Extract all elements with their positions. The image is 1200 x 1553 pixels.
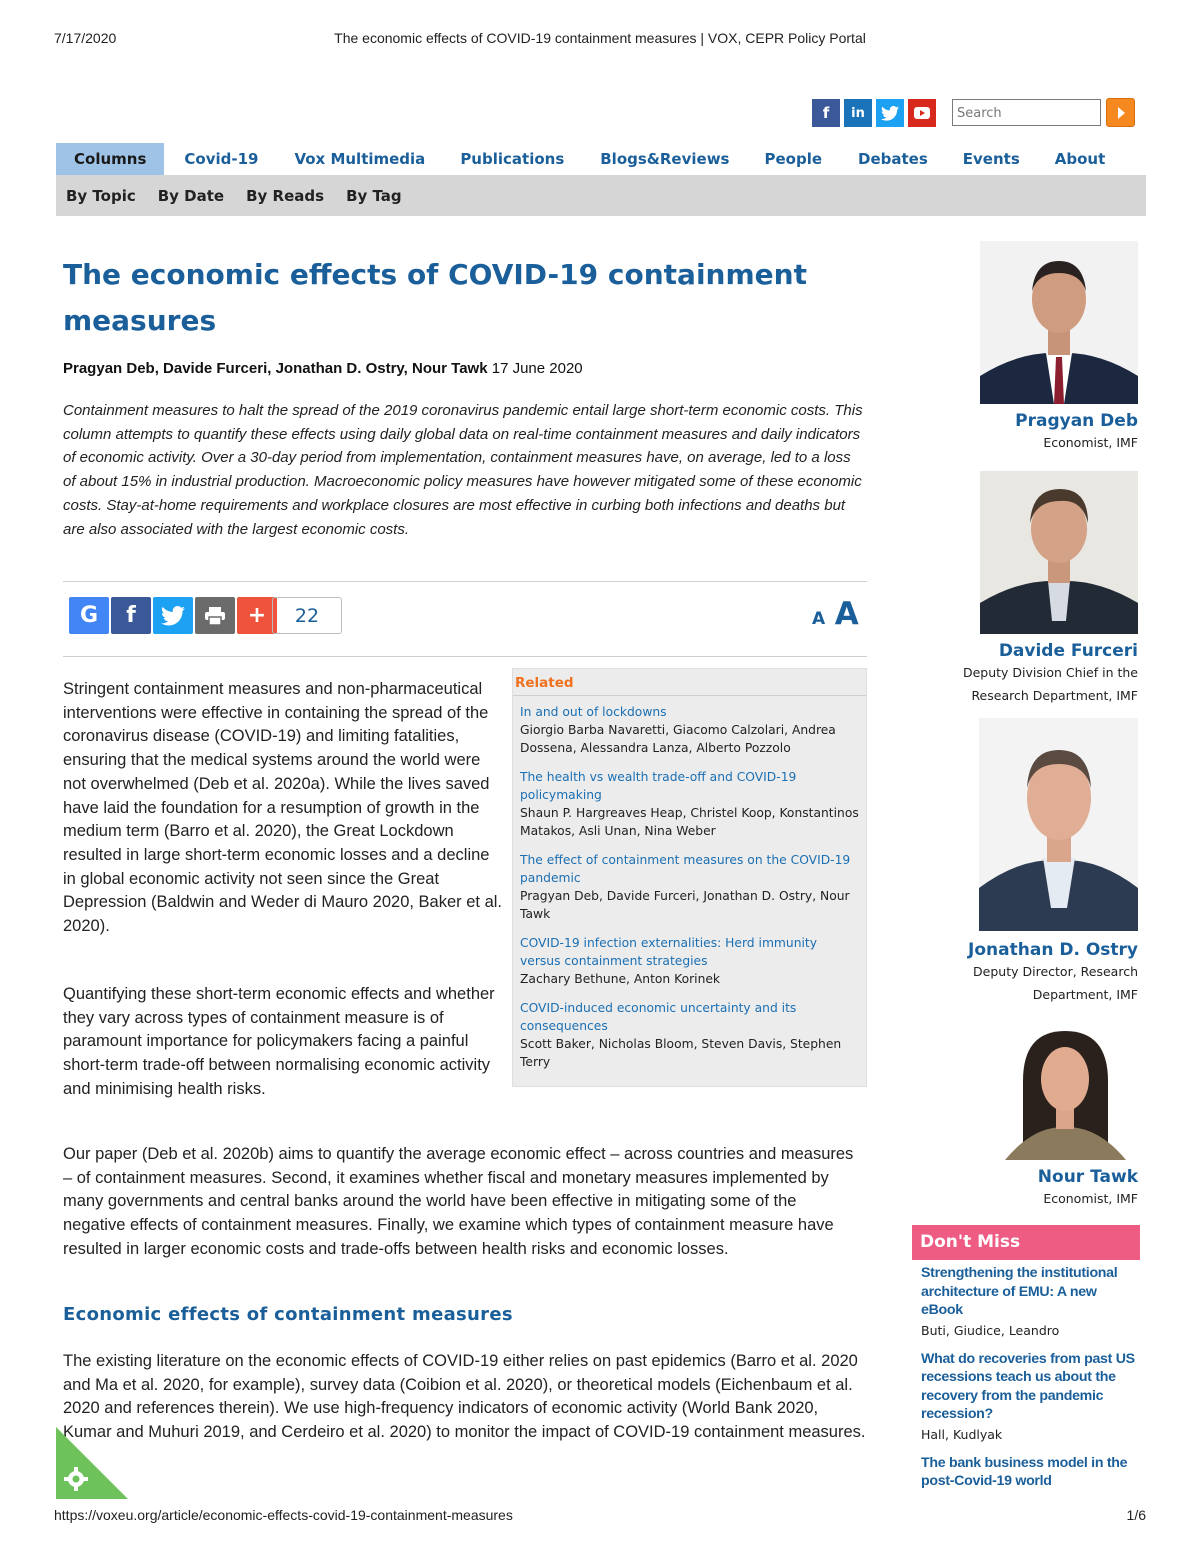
dont-miss-link[interactable]: What do recoveries from past US recessions teach us about the recovery from the pandemic recession?: [921, 1350, 1135, 1422]
dont-miss-item: [912, 1342, 1140, 1446]
author-name[interactable]: Pragyan Deb: [1015, 411, 1138, 431]
related-link[interactable]: The health vs wealth trade-off and COVID-19 policymaking: [520, 770, 797, 802]
page-number: 1/6: [1126, 1507, 1146, 1523]
author-photo[interactable]: [979, 718, 1138, 931]
arrow-right-icon: [1116, 106, 1126, 120]
divider: [63, 581, 867, 582]
print-footer: [54, 1507, 1146, 1523]
author-card: [930, 940, 1138, 1006]
related-link[interactable]: The effect of containment measures on the COVID-19 pandemic: [520, 853, 851, 885]
search-input[interactable]: Search: [952, 99, 1101, 126]
twitter-share-icon[interactable]: [153, 597, 193, 634]
related-authors: Zachary Bethune, Anton Korinek: [520, 972, 721, 986]
subnav-by-date[interactable]: By Date: [157, 186, 225, 205]
related-link[interactable]: COVID-induced economic uncertainty and its consequences: [520, 1001, 797, 1033]
subnav-by-tag[interactable]: By Tag: [346, 186, 402, 205]
print-date: 7/17/2020: [54, 30, 117, 46]
related-link[interactable]: In and out of lockdowns: [520, 705, 667, 719]
nav-people[interactable]: People: [764, 150, 823, 168]
related-authors: Pragyan Deb, Davide Furceri, Jonathan D. Ostry, Nour Tawk: [520, 889, 850, 921]
author-role: Deputy Director, Research Department, IMF: [973, 964, 1138, 1002]
related-item: [513, 757, 866, 840]
section-heading: Economic effects of containment measures: [63, 1304, 513, 1325]
sub-nav: [56, 175, 1146, 216]
author-card: [930, 411, 1138, 454]
font-increase-button[interactable]: A: [834, 596, 859, 632]
nav-covid-19[interactable]: Covid-19: [184, 150, 259, 168]
related-item: [513, 840, 866, 923]
print-icon[interactable]: [195, 597, 235, 634]
divider: [63, 656, 867, 657]
facebook-icon[interactable]: f: [812, 99, 840, 127]
cookie-settings-button[interactable]: [56, 1427, 128, 1499]
dont-miss-item: [912, 1260, 1140, 1342]
twitter-icon[interactable]: [876, 99, 904, 127]
dont-miss-item: [912, 1446, 1140, 1491]
subnav-by-reads[interactable]: By Reads: [246, 186, 325, 205]
author-role: Economist, IMF: [1043, 1191, 1138, 1206]
related-box: [512, 668, 867, 1087]
related-link[interactable]: COVID-19 infection externalities: Herd immunity versus containment strategies: [520, 936, 817, 968]
related-heading: Related: [513, 669, 866, 696]
nav-publications[interactable]: Publications: [460, 150, 565, 168]
byline: [63, 360, 583, 377]
nav-blogs-reviews[interactable]: Blogs&Reviews: [600, 150, 730, 168]
related-item: [513, 988, 866, 1071]
article-abstract: Containment measures to halt the spread of the 2019 coronavirus pandemic entail large short-term economic costs. This column attempts to quantify these effects using daily global data on real-time containment measures and daily indicators of economic activity. Over a 30-day period from implementation, containment measures have, on average, led to a loss of about 15% in industrial production. Macroeconomic policy measures have however mitigated some of these economic costs. Stay-at-home requirements and workplace closures are most effective in curbing both infections and deaths but are also associated with the largest economic costs.: [63, 402, 863, 538]
author-photo[interactable]: [980, 471, 1138, 634]
related-item: [513, 923, 866, 988]
nav-events[interactable]: Events: [962, 150, 1020, 168]
author-card: [930, 1167, 1138, 1210]
author-card: [930, 641, 1138, 707]
linkedin-icon[interactable]: in: [844, 99, 872, 127]
google-share-icon[interactable]: G: [69, 597, 109, 634]
author-name[interactable]: Jonathan D. Ostry: [968, 940, 1138, 960]
nav-about[interactable]: About: [1054, 150, 1106, 168]
youtube-icon[interactable]: [908, 99, 936, 127]
author-photo[interactable]: [993, 1021, 1138, 1160]
nav-vox-multimedia[interactable]: Vox Multimedia: [294, 150, 426, 168]
font-decrease-button[interactable]: A: [812, 609, 826, 629]
print-url: https://voxeu.org/article/economic-effects-covid-19-containment-measures: [54, 1507, 513, 1523]
dont-miss-heading: Don't Miss: [912, 1225, 1140, 1260]
nav-columns[interactable]: Columns: [56, 143, 164, 175]
social-icons: [812, 99, 936, 127]
print-title: The economic effects of COVID-19 containment measures | VOX, CEPR Policy Portal: [334, 30, 866, 46]
paragraph-2: Quantifying these short-term economic effects and whether they vary across types of containment measure is of paramount importance for policymakers facing a painful short-term trade-off between normalising economic activity and minimising health risks.: [63, 985, 495, 1098]
related-authors: Giorgio Barba Navaretti, Giacomo Calzolari, Andrea Dossena, Alessandra Lanza, Alberto Pozzolo: [520, 723, 836, 755]
search-button[interactable]: [1106, 98, 1135, 127]
facebook-share-icon[interactable]: f: [111, 597, 151, 634]
author-name[interactable]: Davide Furceri: [998, 641, 1138, 661]
author-photo[interactable]: [980, 241, 1138, 404]
subnav-by-topic[interactable]: By Topic: [66, 186, 136, 205]
main-nav: [56, 143, 1146, 175]
dont-miss-link[interactable]: The bank business model in the post-Covid-19 world: [921, 1454, 1128, 1489]
article-date: 17 June 2020: [491, 360, 583, 377]
related-item: [513, 696, 866, 757]
more-share-icon[interactable]: +: [237, 597, 277, 634]
share-bar: [69, 597, 279, 634]
dont-miss-authors: Hall, Kudlyak: [921, 1426, 1003, 1442]
paragraph-3: Our paper (Deb et al. 2020b) aims to quantify the average economic effect – across countries and measures – of containment measures. Second, it examines whether fiscal and monetary measures implemented by many governments and central banks around the world have been effective in mitigating some of the negative effects of containment measures. Finally, we examine which types of containment measure have resulted in larger economic costs and trade-offs between health risks and economic losses.: [63, 1145, 854, 1258]
share-count: 22: [272, 597, 342, 634]
font-size-controls: [812, 596, 859, 632]
paragraph-4: The existing literature on the economic effects of COVID-19 either relies on past epidemics (Barro et al. 2020 and Ma et al. 2020, for example), survey data (Coibion et al. 2020), or theoretical models (Eichenbaum et al. 2020 and references therein). We use high-frequency indicators of economic activity (World Bank 2020, Kumar and Muhuri 2019, and Cerdeiro et al. 2020) to monitor the impact of COVID-19 containment measures.: [63, 1352, 866, 1442]
author-role: Deputy Division Chief in the Research Department, IMF: [962, 665, 1138, 703]
related-authors: Scott Baker, Nicholas Bloom, Steven Davis, Stephen Terry: [520, 1037, 842, 1069]
article-authors[interactable]: Pragyan Deb, Davide Furceri, Jonathan D. Ostry, Nour Tawk: [63, 360, 488, 377]
dont-miss-box: [912, 1225, 1140, 1491]
paragraph-1: Stringent containment measures and non-pharmaceutical interventions were effective in containing the spread of the coronavirus disease (COVID-19) and limiting fatalities, ensuring that the medical systems around the world were not overwhelmed (Deb et al. 2020a). While the lives saved have laid the foundation for a resumption of growth in the medium term (Barro et al. 2020), the Great Lockdown resulted in large short-term economic losses and a decline in global economic activity not seen since the Great Depression (Baldwin and Weder di Mauro 2020, Baker et al. 2020).: [63, 680, 503, 936]
dont-miss-authors: Buti, Giudice, Leandro: [921, 1322, 1060, 1338]
print-header: [54, 30, 1146, 50]
author-role: Economist, IMF: [1043, 435, 1138, 450]
author-name[interactable]: Nour Tawk: [1037, 1167, 1138, 1187]
dont-miss-link[interactable]: Strengthening the institutional architecture of EMU: A new eBook: [921, 1265, 1118, 1318]
nav-debates[interactable]: Debates: [858, 150, 928, 168]
article-title: The economic effects of COVID-19 containment measures: [63, 258, 807, 337]
related-authors: Shaun P. Hargreaves Heap, Christel Koop, Konstantinos Matakos, Asli Unan, Nina Weber: [520, 806, 859, 838]
